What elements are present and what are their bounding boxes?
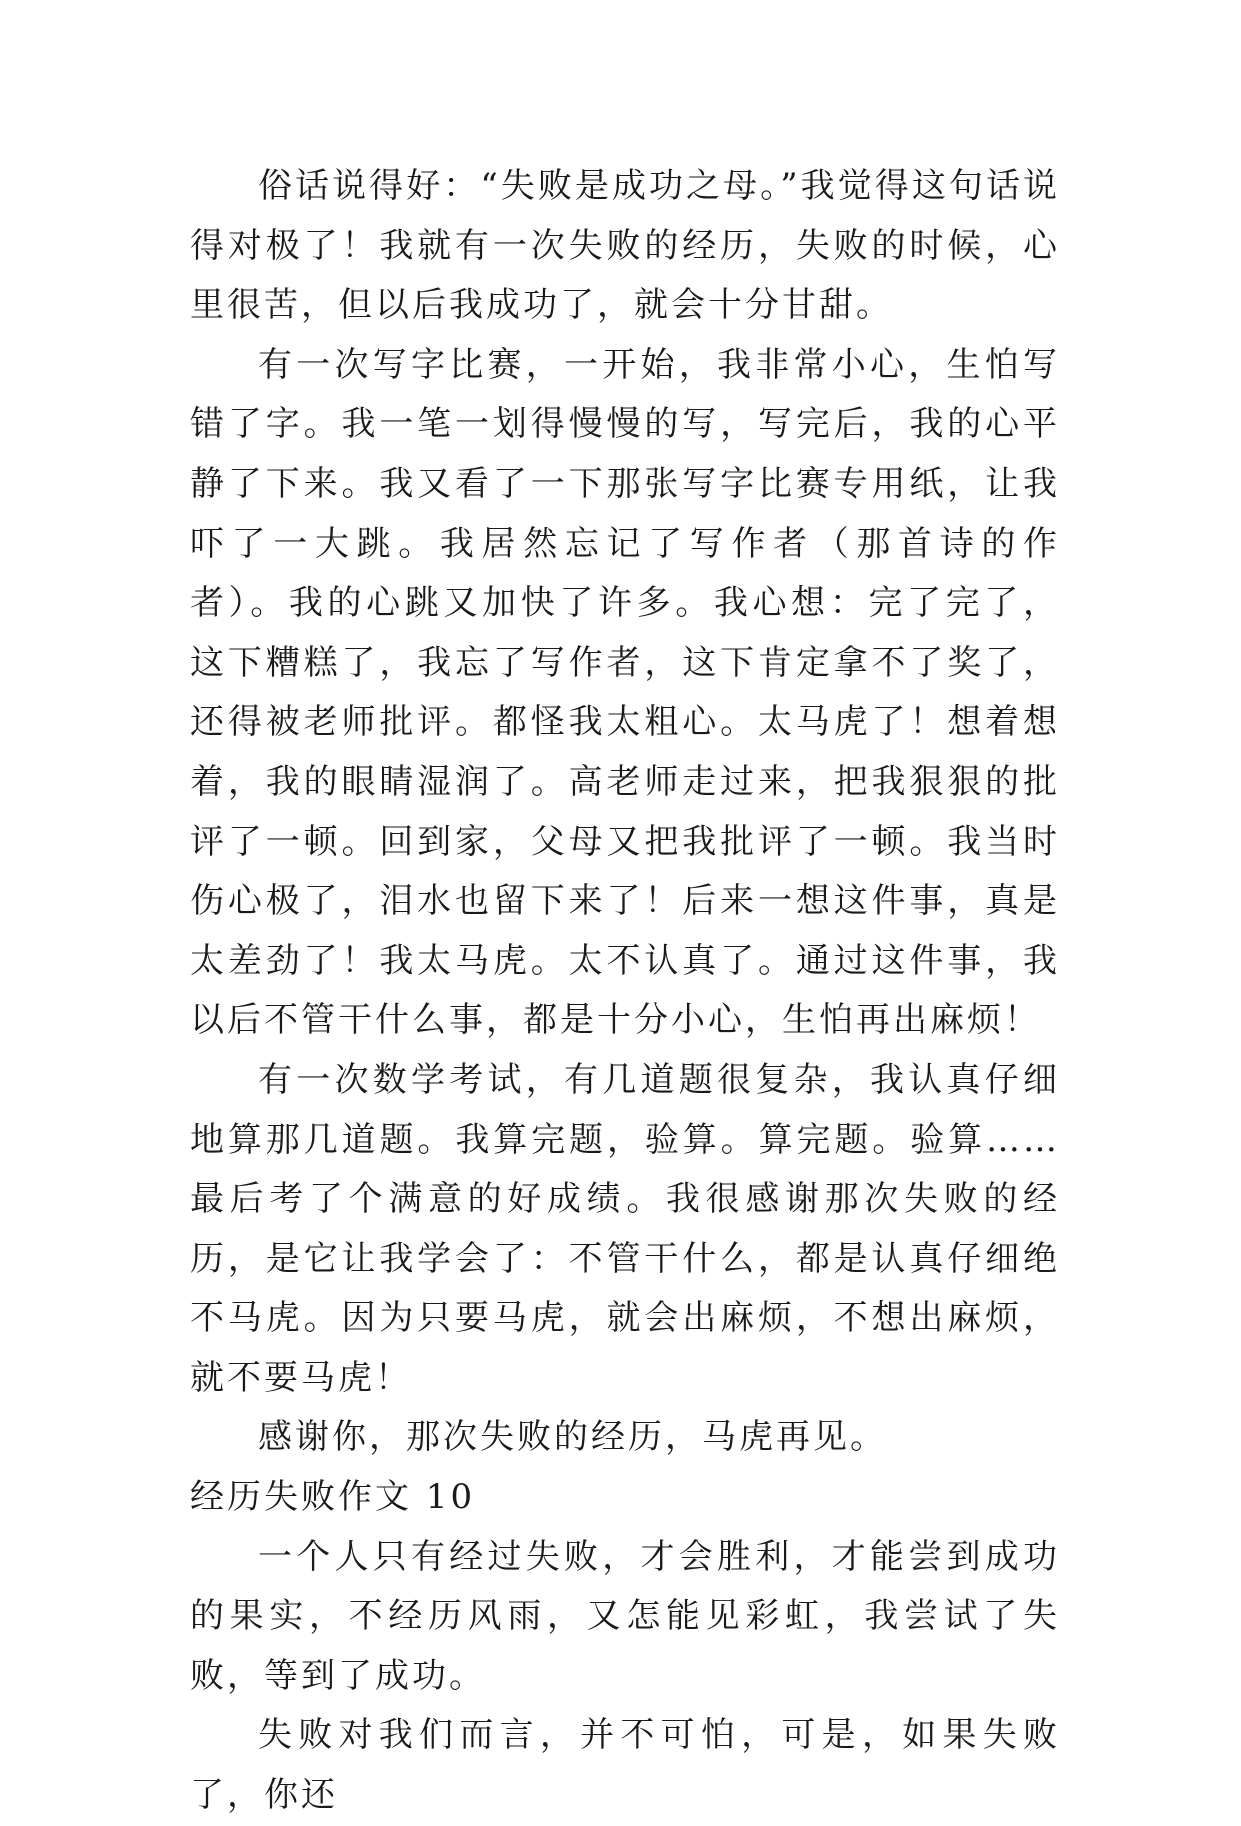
section-paragraph-1: 一个人只有经过失败，才会胜利，才能尝到成功的果实，不经历风雨，又怎能见彩虹，我尝试了失败，等到了成功。 — [190, 1536, 1060, 1696]
paragraph-3: 有一次数学考试，有几道题很复杂，我认真仔细地算那几道题。我算完题，验算。算完题。验算……最后考了个满意的好成绩。我很感谢那次失败的经历，是它让我学会了：不管干什么，都是认真仔细绝不马虎。因为只要马虎，就会出麻烦，不想出麻烦，就不要马虎！ — [190, 1059, 1060, 1398]
paragraph-1: 俗话说得好：“失败是成功之母。”我觉得这句话说得对极了！我就有一次失败的经历，失败的时候，心里很苦，但以后我成功了，就会十分甘甜。 — [190, 166, 1060, 326]
paragraph-4: 感谢你，那次失败的经历，马虎再见。 — [258, 1417, 887, 1458]
paragraph-2: 有一次写字比赛，一开始，我非常小心，生怕写错了字。我一笔一划得慢慢的写，写完后，我的心平静了下来。我又看了一下那张写字比赛专用纸，让我吓了一大跳。我居然忘记了写作者（那首诗的作者）。我的心跳又加快了许多。我心想：完了完了，这下糟糕了，我忘了写作者，这下肯定拿不了奖了，还得被老师批评。都怪我太粗心。太马虎了！想着想着，我的眼睛湿润了。高老师走过来，把我狠狠的批评了一顿。回到家，父母又把我批评了一顿。我当时伤心极了，泪水也留下来了！后来一想这件事，真是太差劲了！我太马虎。太不认真了。通过这件事，我以后不管干什么事，都是十分小心，生怕再出麻烦！ — [190, 344, 1060, 1041]
section-paragraph-2: 失败对我们而言，并不可怕，可是，如果失败了，你还 — [190, 1715, 1060, 1816]
section-title: 经历失败作文 10 — [190, 1477, 476, 1518]
document-body — [190, 157, 1060, 1826]
